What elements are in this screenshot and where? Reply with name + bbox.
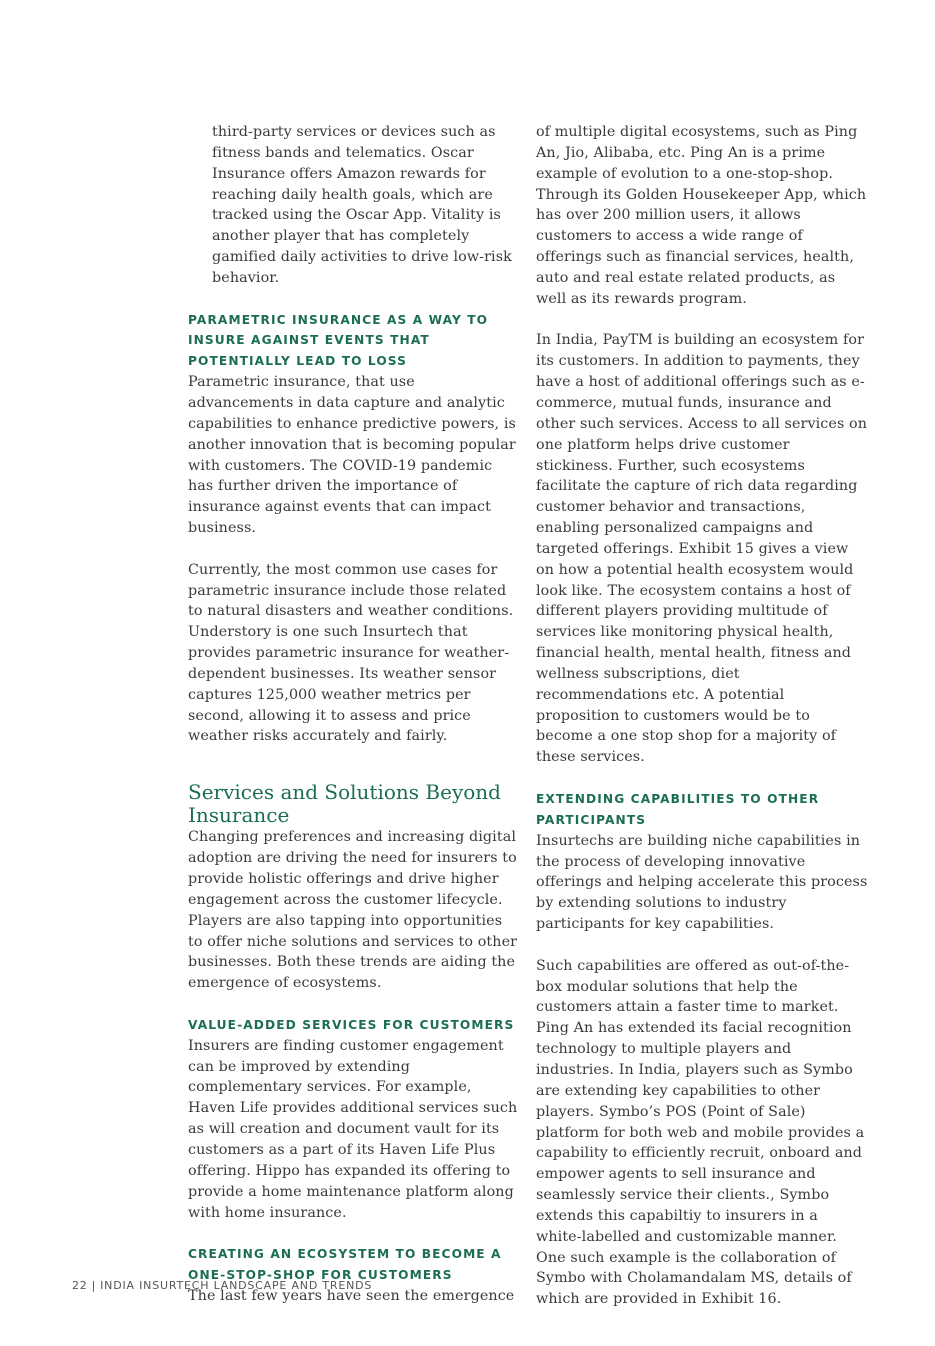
value-added-paragraph: Insurers are finding customer engagement can be improved by extending complementary services. For example, Haven Life provides additional services such as will creation and document vault for its customers as a part of its Haven Life Plus offering. Hippo has expanded its offering to provide a home maintenance platform along with home insurance.: [188, 1037, 518, 1221]
section-title: Services and Solutions Beyond Insurance: [188, 780, 501, 828]
value-added-heading: VALUE-ADDED SERVICES FOR CUSTOMERS: [188, 1017, 515, 1032]
ecosystem-heading: CREATING AN ECOSYSTEM TO BECOME A ONE-STOP-SHOP FOR CUSTOMERS: [188, 1247, 502, 1283]
right-column: [536, 122, 868, 1310]
page-footer: [72, 1279, 372, 1292]
extending-paragraph-2: Such capabilities are offered as out-of-the-box modular solutions that help the customers attain a faster time to market. Ping An has extended its facial recognition technology to multiple players and industries. In India, players such as Symbo are extending key capabilities to other players. Symbo’s POS (Point of Sale) platform for both web and mobile provides a capability to efficiently recruit, onboard and empower agents to sell insurance and seamlessly service their clients., Symbo extends this capabiltiy to insurers in a white-labelled and customizable manner. One such example is the collaboration of Symbo with Cholamandalam MS, details of which are provided in Exhibit 16.: [536, 957, 865, 1308]
page-number: 22: [72, 1279, 88, 1292]
parametric-paragraph-2: Currently, the most common use cases for parametric insurance include those related to natural disasters and weather conditions. Understory is one such Insurtech that provides parametric insurance for weather-dependent businesses. Its weather sensor captures 125,000 weather metrics per second, allowing it to assess and price weather risks accurately and fairly.: [188, 561, 514, 745]
footer-title: INDIA INSURTECH LANDSCAPE AND TRENDS: [100, 1279, 373, 1292]
intro-continued-paragraph: third-party services or devices such as fitness bands and telematics. Oscar Insurance offers Amazon rewards for reaching daily health goals, which are tracked using the Oscar App. Vitality is another player that has completely gamified daily activities to drive low-risk behavior.: [212, 124, 512, 286]
left-column: [188, 122, 520, 1307]
extending-heading: EXTENDING CAPABILITIES TO OTHER PARTICIPANTS: [536, 792, 820, 827]
extending-paragraph-1: Insurtechs are building niche capabilities in the process of developing innovative offerings and helping accelerate this process by extending solutions to industry participants for key capabilities.: [536, 832, 868, 933]
ecosystem-paragraph-start: The last few years have seen the emergence: [188, 1287, 515, 1304]
ecosystem-paragraph-2: In India, PayTM is building an ecosystem for its customers. In addition to payments, they have a host of additional offerings such as e-commerce, mutual funds, insurance and other such services. Access to all services on one platform helps drive customer stickiness. Further, such ecosystems facilitate the capture of rich data regarding customer behavior and transactions, enabling personalized campaigns and targeted offerings. Exhibit 15 gives a view on how a potential health ecosystem would look like. The ecosystem contains a host of different players providing multitude of services like monitoring physical health, financial health, mental health, fitness and wellness subscriptions, diet recommendations etc. A potential proposition to customers would be to become a one stop shop for a majority of these services.: [536, 332, 868, 766]
parametric-paragraph-1: Parametric insurance, that use advancements in data capture and analytic capabilities to enhance predictive powers, is another innovation that is becoming popular with customers. The COVID-19 pandemic has further driven the importance of insurance against events that can impact business.: [188, 374, 516, 537]
parametric-heading: PARAMETRIC INSURANCE AS A WAY TO INSURE AGAINST EVENTS THAT POTENTIALLY LEAD TO LOSS: [188, 312, 489, 369]
section-paragraph-1: Changing preferences and increasing digital adoption are driving the need for insurers to provide holistic offerings and drive higher engagement across the customer lifecycle. Players are also tapping into opportunities to offer niche solutions and services to other businesses. Both these trends are aiding the emergence of ecosystems.: [188, 829, 518, 992]
ecosystem-paragraph-end: of multiple digital ecosystems, such as Ping An, Jio, Alibaba, etc. Ping An is a prime example of evolution to a one-stop-shop. Through its Golden Housekeeper App, which has over 200 million users, it allows customers to access a wide range of offerings such as financial services, health, auto and real estate related products, as well as its rewards program.: [536, 124, 867, 307]
footer-separator: |: [91, 1279, 97, 1292]
